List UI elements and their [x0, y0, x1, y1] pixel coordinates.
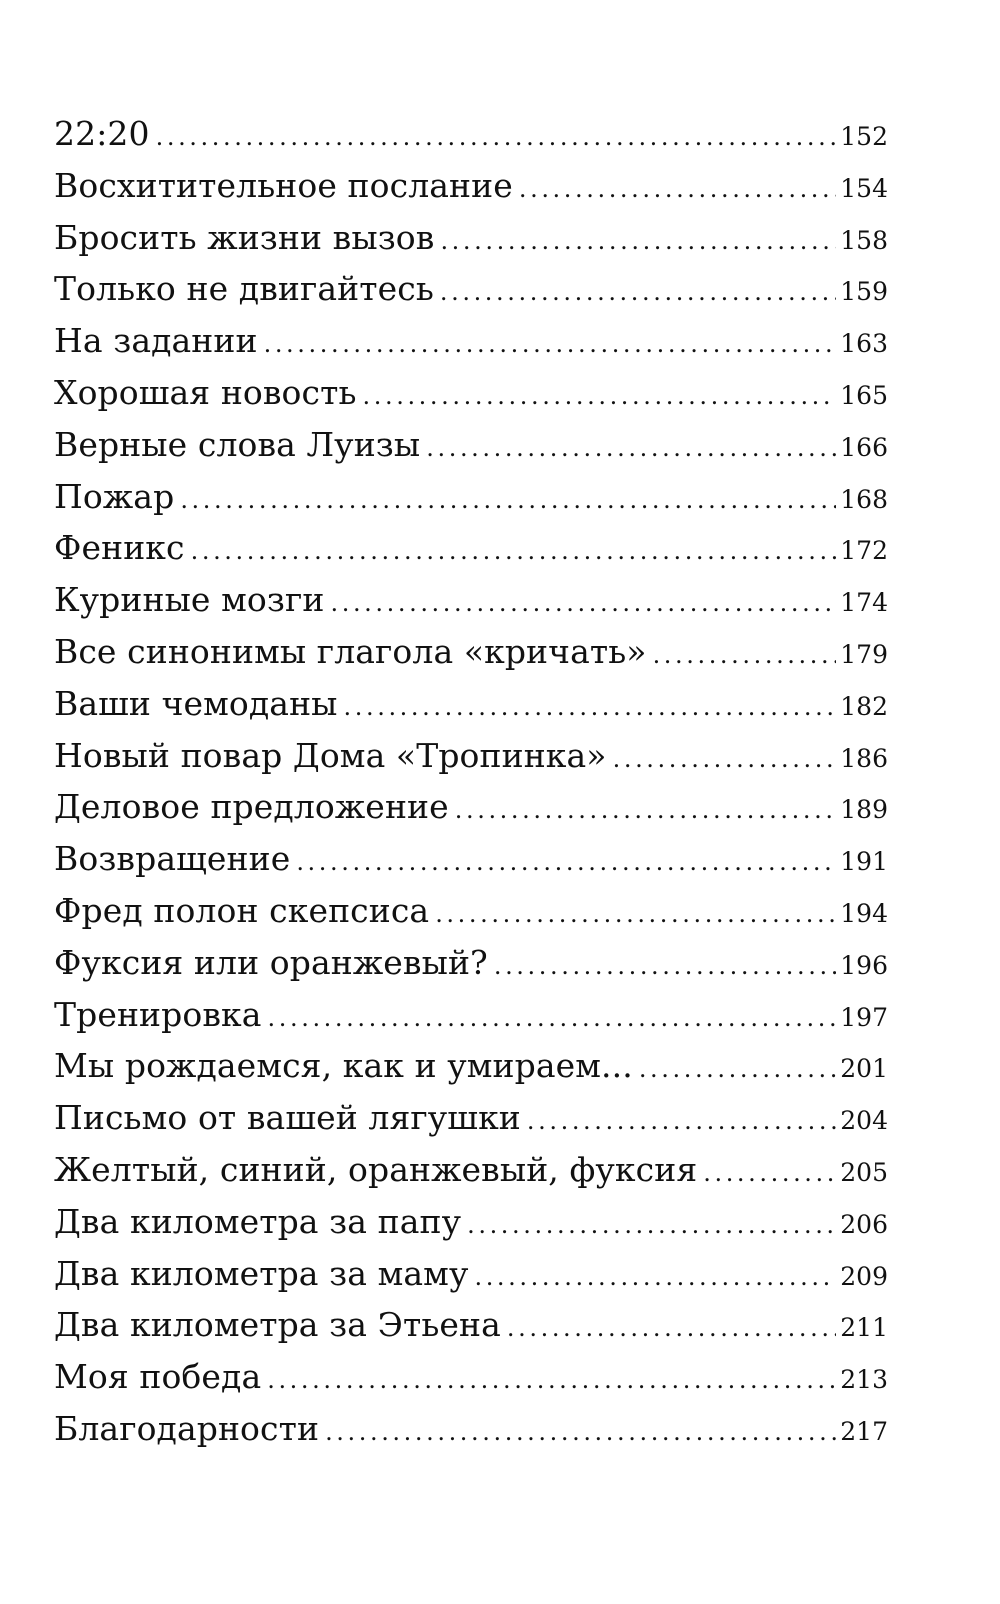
dot-leader: [435, 889, 836, 941]
dot-leader: [363, 371, 837, 423]
dot-leader: [455, 785, 837, 837]
toc-entry-page: 166: [840, 432, 888, 462]
toc-entry: [54, 730, 888, 782]
dot-leader: [474, 1252, 836, 1304]
toc-entry-title: Два километра за Этьена: [54, 1305, 501, 1345]
toc-entry-title: Тренировка: [54, 994, 262, 1034]
toc-entry-page: 189: [840, 795, 888, 825]
toc-entry: [54, 160, 888, 212]
toc-entry-title: Два километра за маму: [54, 1253, 469, 1293]
toc-entry-page: 152: [840, 122, 888, 151]
toc-entry-title: Только не двигайтесь: [54, 269, 434, 309]
toc-entry: [54, 108, 888, 160]
toc-entry: [54, 1092, 888, 1144]
toc-entry-page: 182: [840, 691, 888, 721]
toc-entry-page: 168: [840, 484, 888, 514]
toc-entry-title: Новый повар Дома «Тропинка»: [54, 735, 607, 775]
dot-leader: [703, 1148, 836, 1200]
toc-entry-page: 159: [840, 277, 888, 307]
toc-entry: [54, 989, 888, 1041]
toc-entry-page: 174: [840, 588, 888, 618]
toc-entry-page: 211: [840, 1313, 888, 1343]
toc-entry-title: Благодарности: [54, 1408, 320, 1448]
dot-leader: [440, 216, 836, 268]
toc-entry-page: 194: [840, 898, 888, 928]
toc-entry-title: Феникс: [54, 528, 185, 568]
toc-entry-title: Фуксия или оранжевый?: [54, 942, 488, 982]
toc-entry: [54, 471, 888, 523]
dot-leader: [440, 267, 836, 319]
toc-entry-page: 197: [840, 1002, 888, 1032]
toc-entry: [54, 367, 888, 419]
toc-entry-title: Бросить жизни вызов: [54, 217, 435, 257]
toc-entry: [54, 833, 888, 885]
toc-entry-title: Восхитительное послание: [54, 165, 513, 205]
dot-leader: [268, 993, 837, 1045]
toc-entry-page: 163: [840, 329, 888, 359]
dot-leader: [507, 1303, 836, 1355]
toc-entry: [54, 522, 888, 574]
toc-entry-title: Мы рождаемся, как и умираем...: [54, 1046, 633, 1086]
toc-entry: [54, 419, 888, 471]
toc-entry: [54, 937, 888, 989]
table-of-contents: [54, 108, 888, 1455]
toc-entry: [54, 678, 888, 730]
dot-leader: [494, 941, 836, 993]
toc-entry: [54, 212, 888, 264]
dot-leader: [296, 837, 836, 889]
toc-entry-page: 217: [840, 1416, 888, 1446]
toc-entry-title: Деловое предложение: [54, 787, 449, 827]
toc-entry-title: Верные слова Луизы: [54, 424, 421, 464]
toc-entry: [54, 1040, 888, 1092]
toc-entry: [54, 1403, 888, 1455]
dot-leader: [653, 630, 837, 682]
toc-entry-title: Возвращение: [54, 839, 291, 879]
toc-entry-title: Куриные мозги: [54, 580, 325, 620]
toc-entry: [54, 1299, 888, 1351]
toc-entry: [54, 1248, 888, 1300]
toc-entry-title: 22:20: [54, 114, 150, 153]
toc-entry-page: 154: [840, 173, 888, 203]
dot-leader: [527, 1096, 836, 1148]
toc-entry-page: 158: [840, 225, 888, 255]
toc-entry-page: 204: [840, 1106, 888, 1136]
dot-leader: [267, 1355, 836, 1407]
toc-entry: [54, 626, 888, 678]
toc-entry-page: 179: [840, 639, 888, 669]
toc-entry: [54, 1144, 888, 1196]
dot-leader: [264, 319, 837, 371]
toc-entry: [54, 885, 888, 937]
toc-entry-page: 186: [840, 743, 888, 773]
toc-entry-title: Фред полон скепсиса: [54, 890, 430, 930]
toc-entry-title: На задании: [54, 321, 258, 361]
dot-leader: [426, 423, 836, 475]
toc-entry-page: 191: [840, 847, 888, 877]
toc-entry-title: Ваши чемоданы: [54, 683, 338, 723]
dot-leader: [467, 1200, 836, 1252]
dot-leader: [156, 112, 837, 164]
dot-leader: [330, 578, 836, 630]
dot-leader: [325, 1407, 836, 1459]
dot-leader: [639, 1044, 836, 1096]
toc-entry-page: 205: [840, 1157, 888, 1187]
toc-entry-title: Желтый, синий, оранжевый, фуксия: [54, 1149, 698, 1189]
dot-leader: [519, 164, 836, 216]
toc-entry-title: Моя победа: [54, 1357, 262, 1397]
dot-leader: [344, 682, 837, 734]
toc-entry-title: Хорошая новость: [54, 372, 357, 412]
toc-entry-page: 213: [840, 1365, 888, 1395]
toc-entry-page: 172: [840, 536, 888, 566]
toc-entry-page: 206: [840, 1209, 888, 1239]
dot-leader: [180, 475, 836, 527]
toc-entry: [54, 263, 888, 315]
toc-entry-title: Все синонимы глагола «кричать»: [54, 631, 647, 671]
toc-entry-title: Два километра за папу: [54, 1201, 462, 1241]
toc-entry-title: Пожар: [54, 476, 175, 516]
toc-entry-title: Письмо от вашей лягушки: [54, 1098, 521, 1138]
toc-entry: [54, 315, 888, 367]
dot-leader: [613, 734, 837, 786]
toc-entry: [54, 1351, 888, 1403]
toc-entry-page: 165: [840, 380, 888, 410]
toc-entry: [54, 1196, 888, 1248]
toc-entry-page: 196: [840, 950, 888, 980]
toc-entry: [54, 781, 888, 833]
dot-leader: [191, 526, 837, 578]
toc-entry-page: 209: [840, 1261, 888, 1291]
toc-entry-page: 201: [840, 1054, 888, 1084]
toc-entry: [54, 574, 888, 626]
